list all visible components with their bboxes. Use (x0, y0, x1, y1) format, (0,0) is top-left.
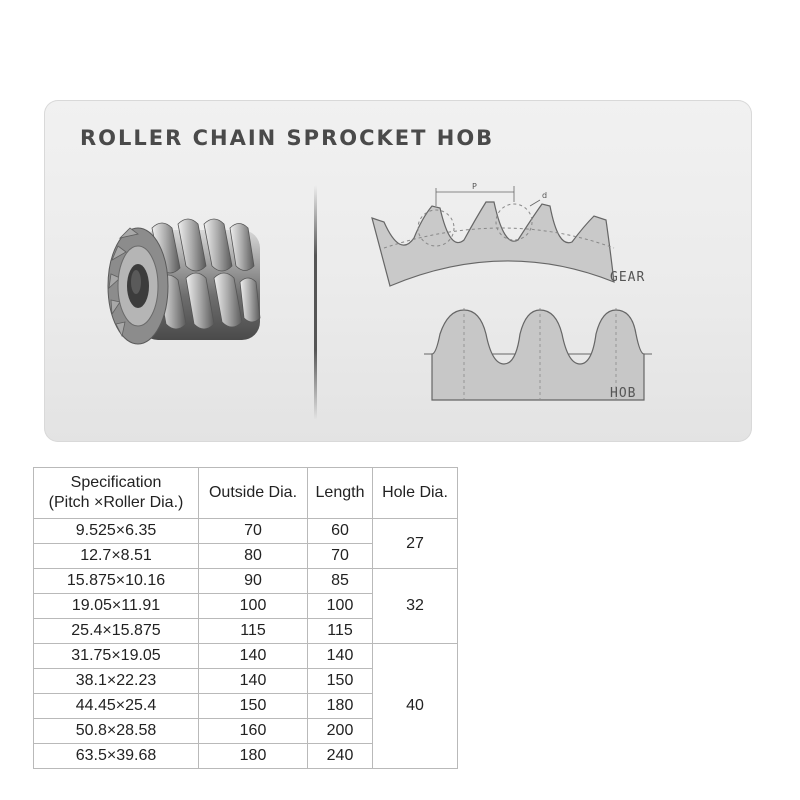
cell-length: 115 (308, 619, 373, 644)
cell-length: 180 (308, 694, 373, 719)
cell-length: 240 (308, 744, 373, 769)
header-specification (34, 468, 199, 519)
cell-hole-group: 32 (373, 569, 458, 644)
table-row (34, 569, 458, 594)
product-card (44, 100, 752, 442)
header-outside-dia: Outside Dia. (199, 468, 308, 519)
cell-spec: 63.5×39.68 (34, 744, 199, 769)
hob-cutter-image (100, 210, 280, 360)
cell-spec: 44.45×25.4 (34, 694, 199, 719)
roller-symbol: d (542, 191, 548, 200)
cell-outside: 100 (199, 594, 308, 619)
cell-outside: 140 (199, 669, 308, 694)
cell-spec: 9.525×6.35 (34, 519, 199, 544)
page-title: ROLLER CHAIN SPROCKET HOB (80, 126, 495, 150)
table-row (34, 644, 458, 669)
cell-length: 85 (308, 569, 373, 594)
cell-length: 140 (308, 644, 373, 669)
header-spec-line1: Specification (70, 474, 162, 491)
pitch-symbol: P (472, 182, 477, 191)
cell-hole-group: 40 (373, 644, 458, 769)
header-hole-dia: Hole Dia. (373, 468, 458, 519)
cell-length: 100 (308, 594, 373, 619)
cell-outside: 180 (199, 744, 308, 769)
cell-spec: 31.75×19.05 (34, 644, 199, 669)
cell-spec: 25.4×15.875 (34, 619, 199, 644)
cell-spec: 12.7×8.51 (34, 544, 199, 569)
cell-outside: 90 (199, 569, 308, 594)
cell-outside: 70 (199, 519, 308, 544)
cell-length: 60 (308, 519, 373, 544)
hob-label: HOB (610, 386, 637, 401)
header-length: Length (308, 468, 373, 519)
table-row (34, 519, 458, 544)
header-spec-line2: (Pitch ×Roller Dia.) (48, 494, 184, 511)
specification-table (33, 467, 458, 769)
cell-spec: 19.05×11.91 (34, 594, 199, 619)
cell-hole-group: 27 (373, 519, 458, 569)
cell-outside: 160 (199, 719, 308, 744)
gear-hob-profile-diagram (344, 178, 674, 418)
cell-outside: 115 (199, 619, 308, 644)
cell-outside: 140 (199, 644, 308, 669)
table-header-row (34, 468, 458, 519)
cell-spec: 38.1×22.23 (34, 669, 199, 694)
cell-spec: 15.875×10.16 (34, 569, 199, 594)
cell-spec: 50.8×28.58 (34, 719, 199, 744)
cell-outside: 150 (199, 694, 308, 719)
cell-outside: 80 (199, 544, 308, 569)
gear-label: GEAR (610, 270, 646, 285)
cell-length: 70 (308, 544, 373, 569)
section-divider (314, 185, 317, 420)
cell-length: 150 (308, 669, 373, 694)
cell-length: 200 (308, 719, 373, 744)
